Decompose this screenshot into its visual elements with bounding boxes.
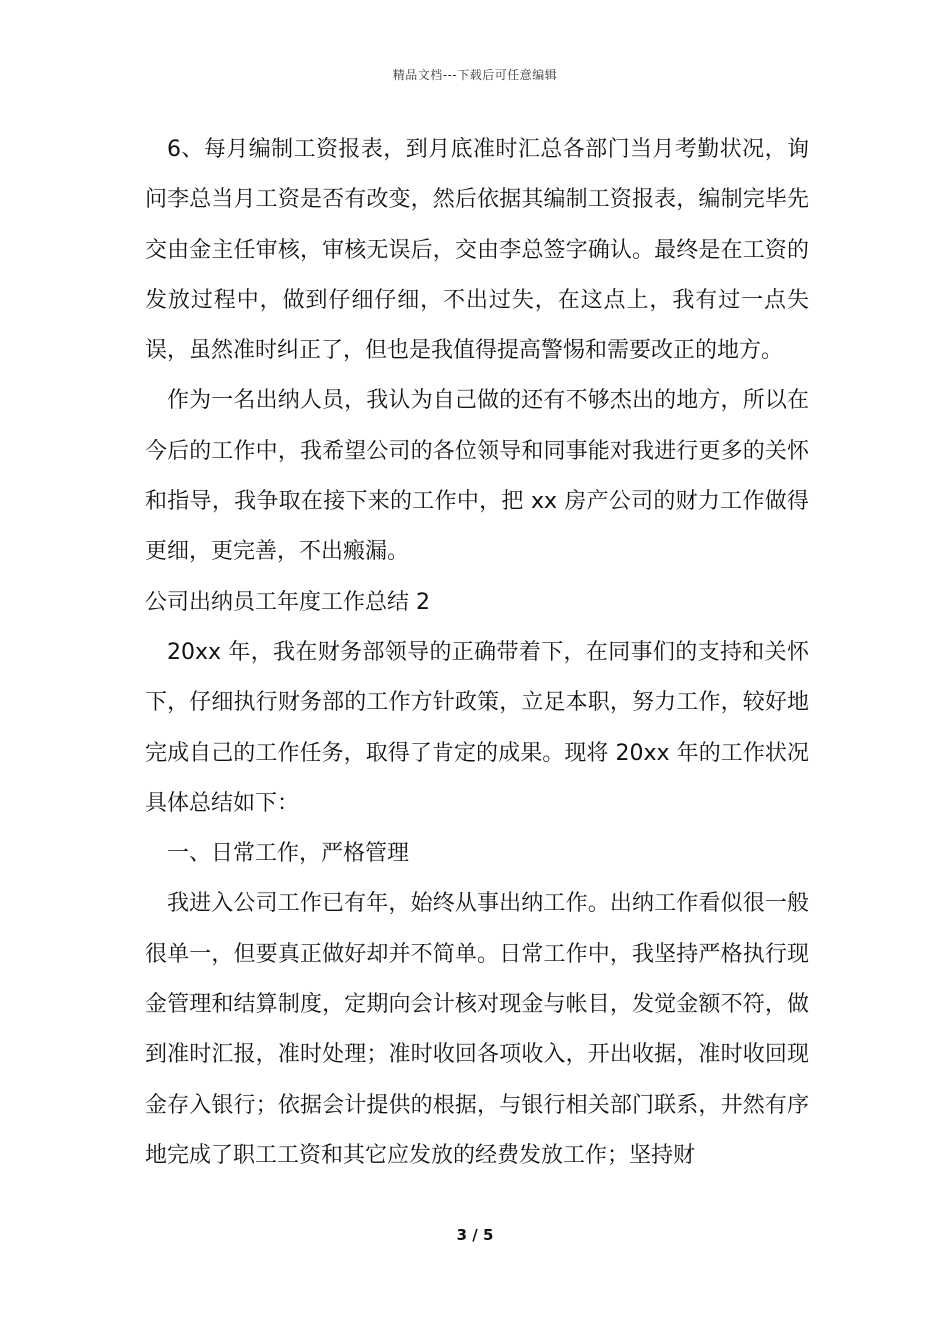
paragraph-daily-work: 我进入公司工作已有年，始终从事出纳工作。出纳工作看似很一般很单一，但要真正做好却并不简单。日常工作中，我坚持严格执行现金管理和结算制度，定期向会计核对现金与帐目，发觉金额不符，做到准时汇报，准时处理；准时收回各项收入，开出收据，准时收回现金存入银行；依据会计提供的根据，与银行相关部门联系，井然有序地完成了职工工资和其它应发放的经费发放工作；坚持财 xyxy=(145,891,809,1168)
paragraph-salary-report: 6、每月编制工资报表，到月底准时汇总各部门当月考勤状况，询问李总当月工资是否有改变，然后依据其编制工资报表，编制完毕先交由金主任审核，审核无误后，交由李总签字确认。最终是在工资的发放过程中，做到仔细仔细，不出过失，在这点上，我有过一点失误，虽然准时纠正了，但也是我值得提高警惕和需要改正的地方。 xyxy=(145,137,809,364)
page-header: 精品文档---下载后可任意编辑 xyxy=(392,68,558,82)
page-number: 3 / 5 xyxy=(456,1226,494,1244)
paragraph-cashier-reflection: 作为一名出纳人员，我认为自己做的还有不够杰出的地方，所以在今后的工作中，我希望公司的各位领导和同事能对我进行更多的关怀和指导，我争取在接下来的工作中，把 xx 房产公司的财力工作做得更细，更完善，不出瘢漏。 xyxy=(145,388,809,565)
paragraph-year-summary: 20xx 年，我在财务部领导的正确带着下，在同事们的支持和关怀下，仔细执行财务部的工作方针政策，立足本职，努力工作，较好地完成自己的工作任务，取得了肯定的成果。现将 20xx 年的工作状况具体总结如下： xyxy=(145,639,809,816)
subsection-heading: 一、日常工作，严格管理 xyxy=(167,841,410,867)
section-title: 公司出纳员工年度工作总结 2 xyxy=(145,589,430,615)
document-body xyxy=(145,125,809,1181)
